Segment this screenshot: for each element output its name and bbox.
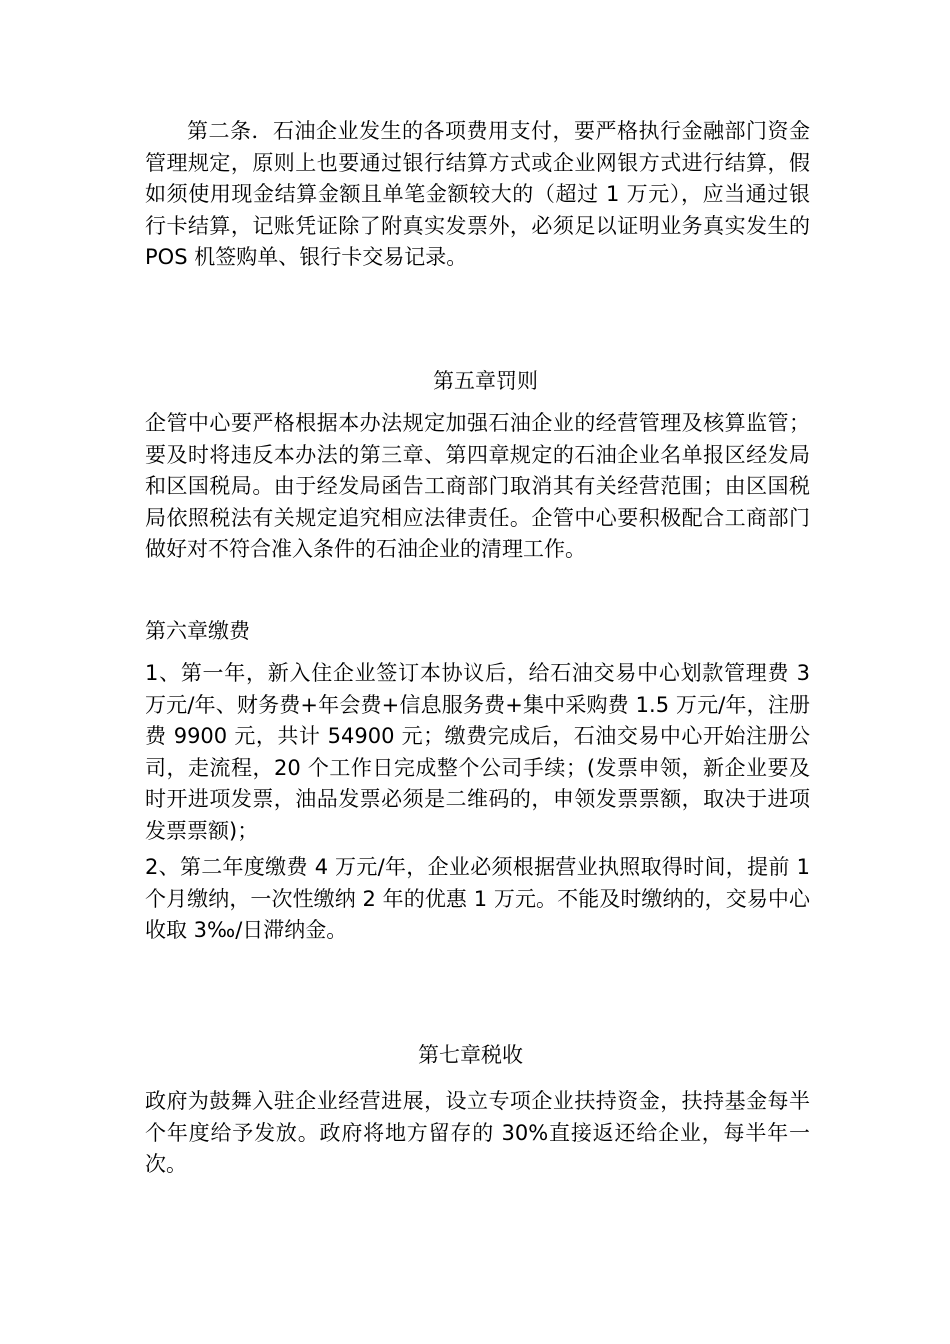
chapter-6-heading: 第六章缴费 [145,619,250,643]
chapter-7-body: 政府为鼓舞入驻企业经营进展，设立专项企业扶持资金，扶持基金每半个年度给予发放。政府将地方留存的 30%直接返还给企业，每半年一次。 [145,1089,810,1176]
chapter-7-heading: 第七章税收 [418,1043,523,1067]
chapter-5-body: 企管中心要严格根据本办法规定加强石油企业的经营管理及核算监管；要及时将违反本办法的第三章、第四章规定的石油企业名单报区经发局和区国税局。由于经发局函告工商部门取消其有关经营范围；由区国税局依照税法有关规定追究相应法律责任。企管中心要积极配合工商部门做好对不符合准入条件的石油企业的清理工作。 [145,411,810,561]
chapter-5-heading: 第五章罚则 [433,369,538,393]
article-2-paragraph: 第二条．石油企业发生的各项费用支付，要严格执行金融部门资金管理规定，原则上也要通过银行结算方式或企业网银方式进行结算，假如须使用现金结算金额且单笔金额较大的（超过 1 万元），应当通过银行卡结算，记账凭证除了附真实发票外，必须足以证明业务真实发生的 POS 机签购单、银行卡交易记录。 [145,119,810,269]
chapter-6-item-1: 1、第一年，新入住企业签订本协议后，给石油交易中心划款管理费 3 万元/年、财务费+年会费+信息服务费+集中采购费 1.5 万元/年，注册费 9900 元，共计 54900 元；缴费完成后，石油交易中心开始注册公司，走流程，20 个工作日完成整个公司手续；(发票申领，新企业要及时开进项发票，油品发票必须是二维码的，申领发票票额，取决于进项发票票额)； [145,661,810,843]
chapter-6-item-2: 2、第二年度缴费 4 万元/年，企业必须根据营业执照取得时间，提前 1 个月缴纳，一次性缴纳 2 年的优惠 1 万元。不能及时缴纳的，交易中心收取 3‰/日滞纳金。 [145,855,810,942]
